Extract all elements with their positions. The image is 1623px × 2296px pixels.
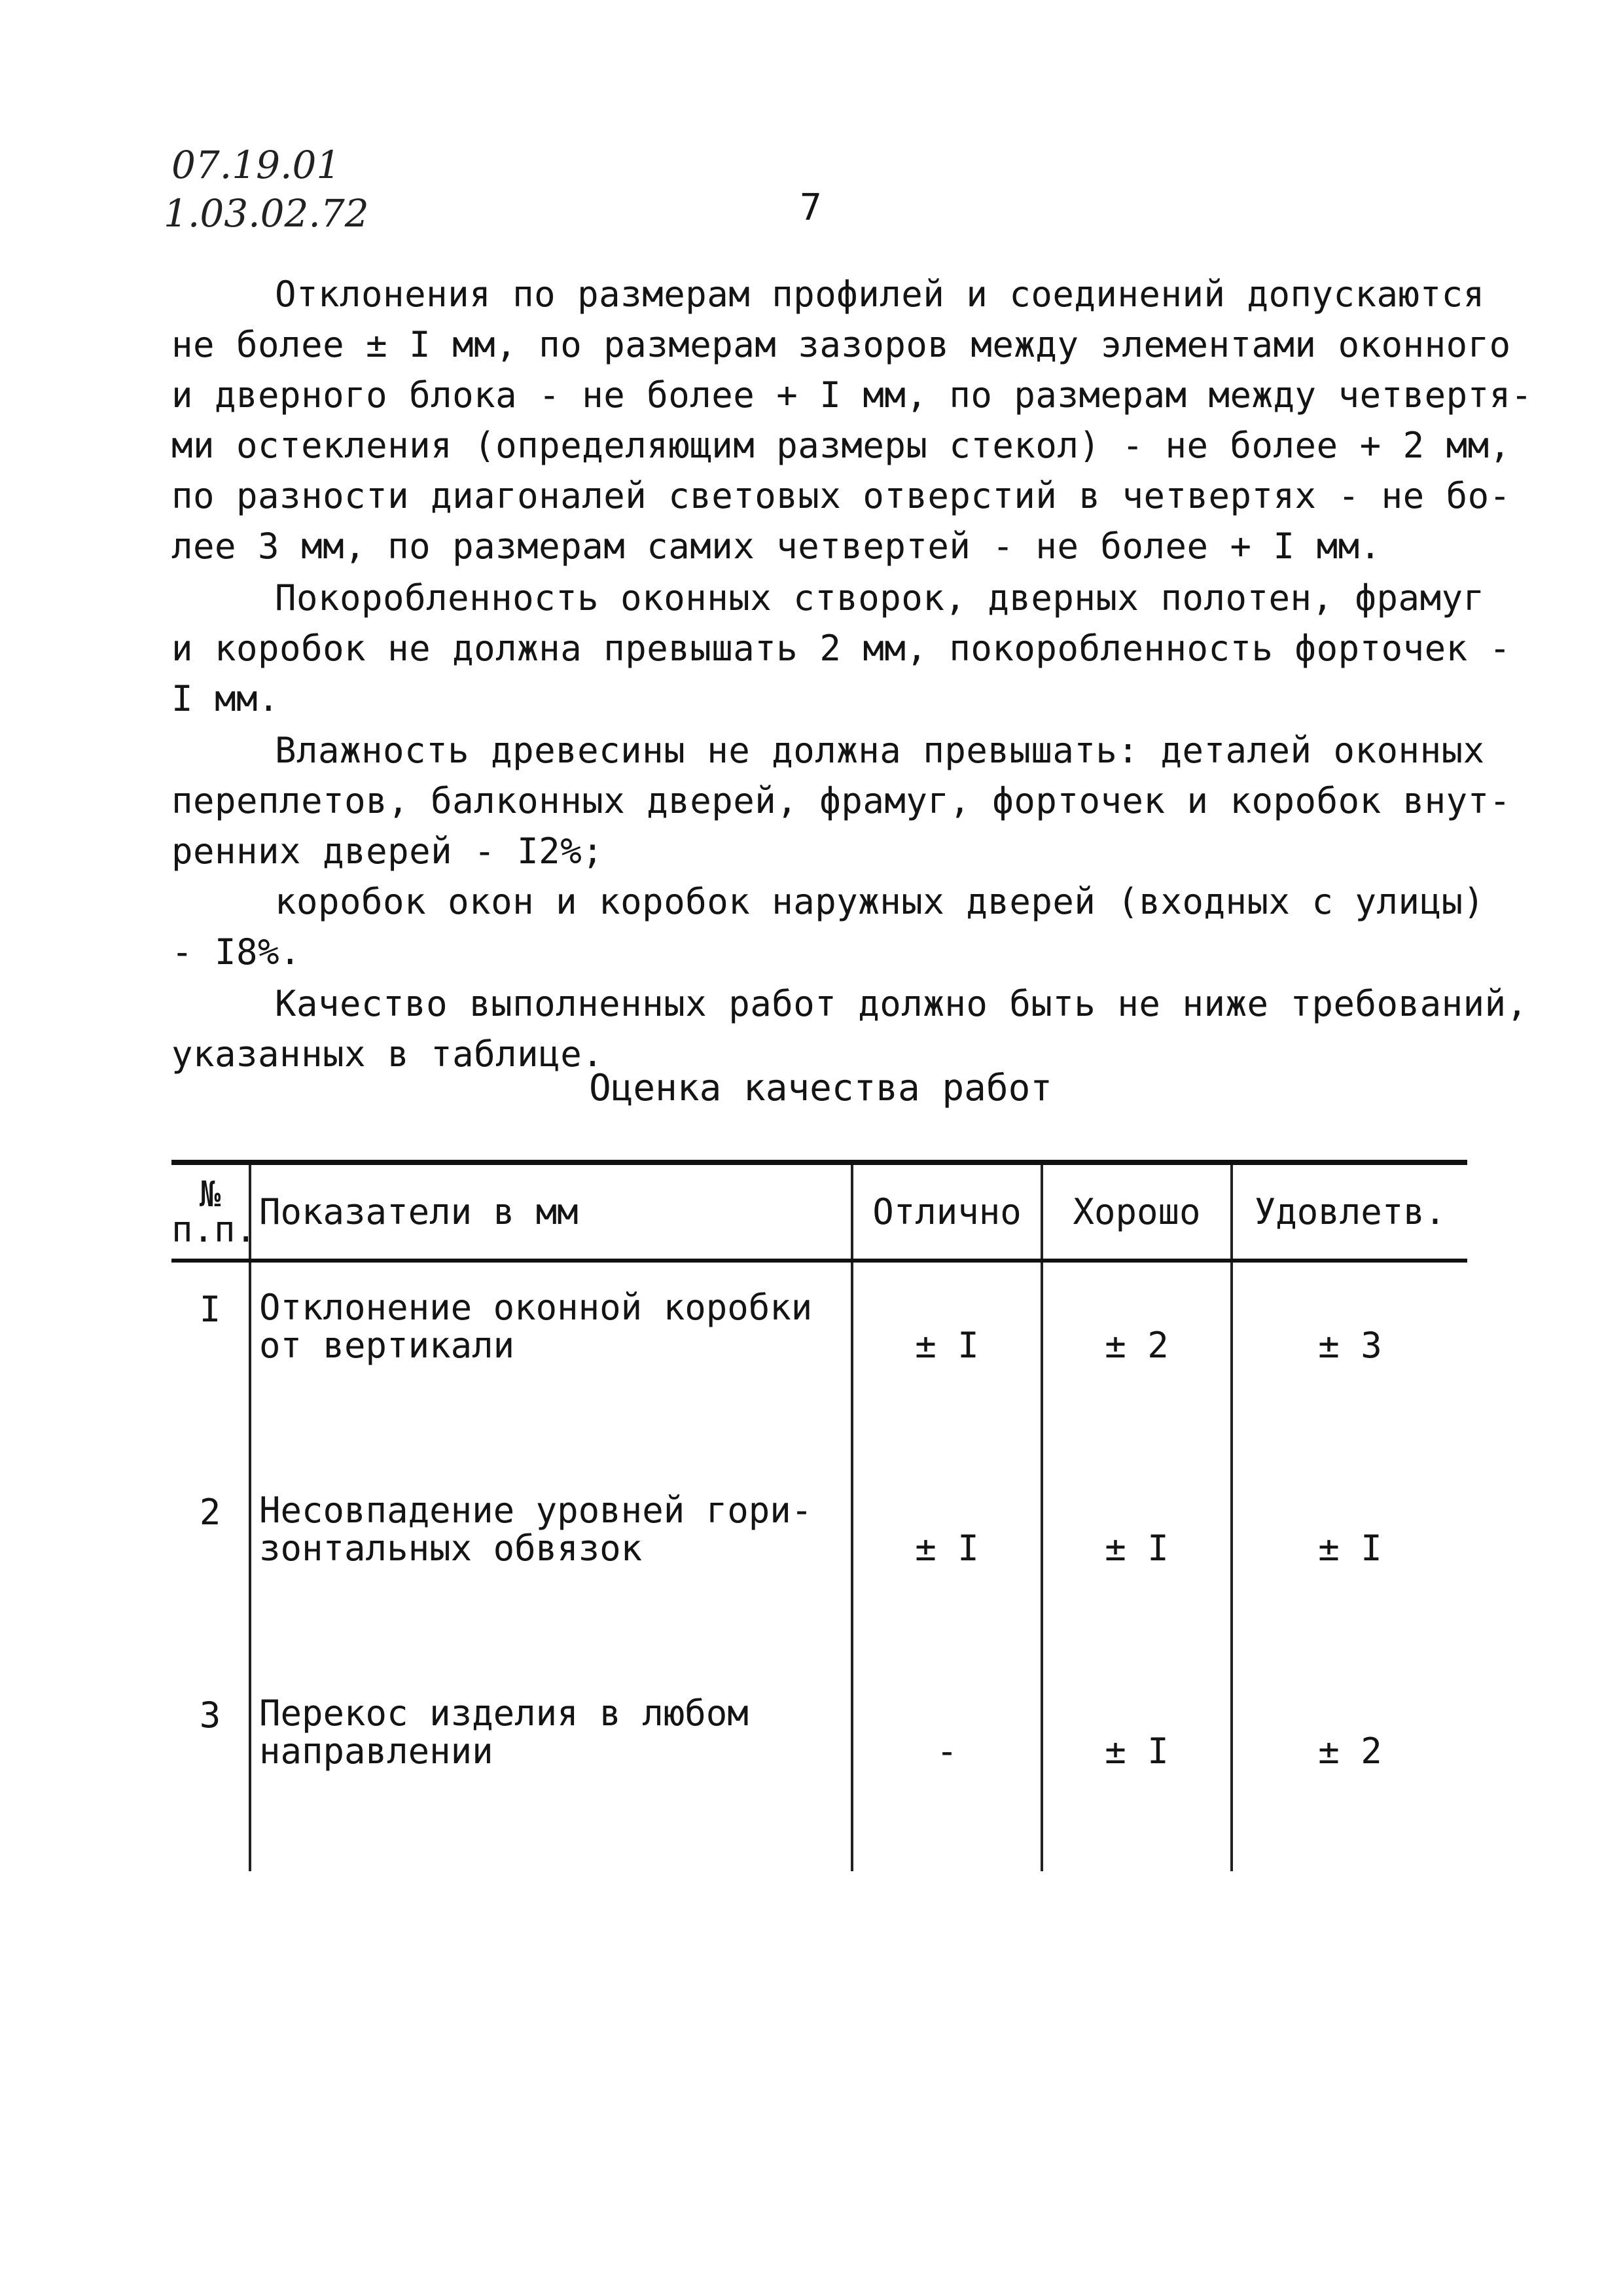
row-number: I [199, 1289, 221, 1330]
header-num-pp: п.п. [171, 1208, 257, 1250]
value-excellent: ± I [852, 1261, 1042, 1465]
row-indicator-line: зонтальных обвязок [259, 1528, 643, 1569]
value-excellent: ± I [852, 1465, 1042, 1668]
body-line: I мм. [171, 678, 280, 719]
row-indicator [250, 1668, 852, 1871]
table-row [171, 1465, 1467, 1668]
header-good: Хорошо [1042, 1162, 1232, 1261]
header-num [171, 1162, 257, 1261]
body-line: и дверного блока - не более + I мм, по размерам между четвертя- [171, 374, 1533, 416]
value-satisfactory: ± 3 [1232, 1261, 1467, 1465]
row-number: 3 [199, 1695, 221, 1736]
table-header-row [171, 1162, 1467, 1261]
body-line: переплетов, балконных дверей, фрамуг, форточек и коробок внут- [171, 780, 1511, 821]
row-indicator-line: Перекос изделия в любом [259, 1693, 749, 1734]
row-indicator [250, 1465, 852, 1668]
header-indicator: Показатели в мм [250, 1162, 852, 1261]
page-number: 7 [800, 187, 822, 229]
body-line: по разности диагоналей световых отверстий в четвертях - не бо- [171, 475, 1511, 516]
quality-table [171, 1160, 1467, 1871]
value-satisfactory: ± I [1232, 1465, 1467, 1668]
body-line: коробок окон и коробок наружных дверей (входных с улицы) [275, 881, 1485, 922]
body-line: Влажность древесины не должна превышать: деталей оконных [275, 730, 1485, 771]
body-line: не более ± I мм, по размерам зазоров между элементами оконного [171, 324, 1511, 365]
handwritten-code-2: 1.03.02.72 [164, 191, 369, 236]
body-line: - I8%. [171, 931, 302, 973]
body-line: ренних дверей - I2%; [171, 831, 604, 872]
body-line: лее 3 мм, по размерам самих четвертей - не более + I мм. [171, 526, 1382, 567]
row-indicator-line: от вертикали [259, 1325, 515, 1366]
value-good: ± I [1042, 1668, 1232, 1871]
body-line: Покоробленность оконных створок, дверных полотен, фрамуг [275, 577, 1485, 619]
table-caption: Оценка качества работ [589, 1067, 1053, 1109]
row-indicator-line: Несовпадение уровней гори- [259, 1490, 813, 1531]
value-good: ± 2 [1042, 1261, 1232, 1465]
body-line: Качество выполненных работ должно быть не ниже требований, [275, 983, 1528, 1024]
row-indicator-line: Отклонение оконной коробки [259, 1287, 813, 1328]
body-line: Отклонения по размерам профилей и соединений допускаются [275, 274, 1485, 315]
table-row [171, 1261, 1467, 1465]
handwritten-code-1: 07.19.01 [171, 143, 341, 187]
value-satisfactory: ± 2 [1232, 1668, 1467, 1871]
row-number: 2 [199, 1492, 221, 1533]
body-line: и коробок не должна превышать 2 мм, покоробленность форточек - [171, 628, 1511, 669]
header-num-sign: № [199, 1173, 221, 1215]
header-excellent: Отлично [852, 1162, 1042, 1261]
value-excellent: - [852, 1668, 1042, 1871]
body-line: указанных в таблице. [171, 1033, 604, 1075]
row-indicator-line: направлении [259, 1731, 493, 1772]
body-line: ми остекления (определяющим размеры стекол) - не более + 2 мм, [171, 425, 1511, 466]
header-satisfactory: Удовлетв. [1232, 1162, 1467, 1261]
value-good: ± I [1042, 1465, 1232, 1668]
table-row [171, 1668, 1467, 1871]
row-indicator [250, 1261, 852, 1465]
